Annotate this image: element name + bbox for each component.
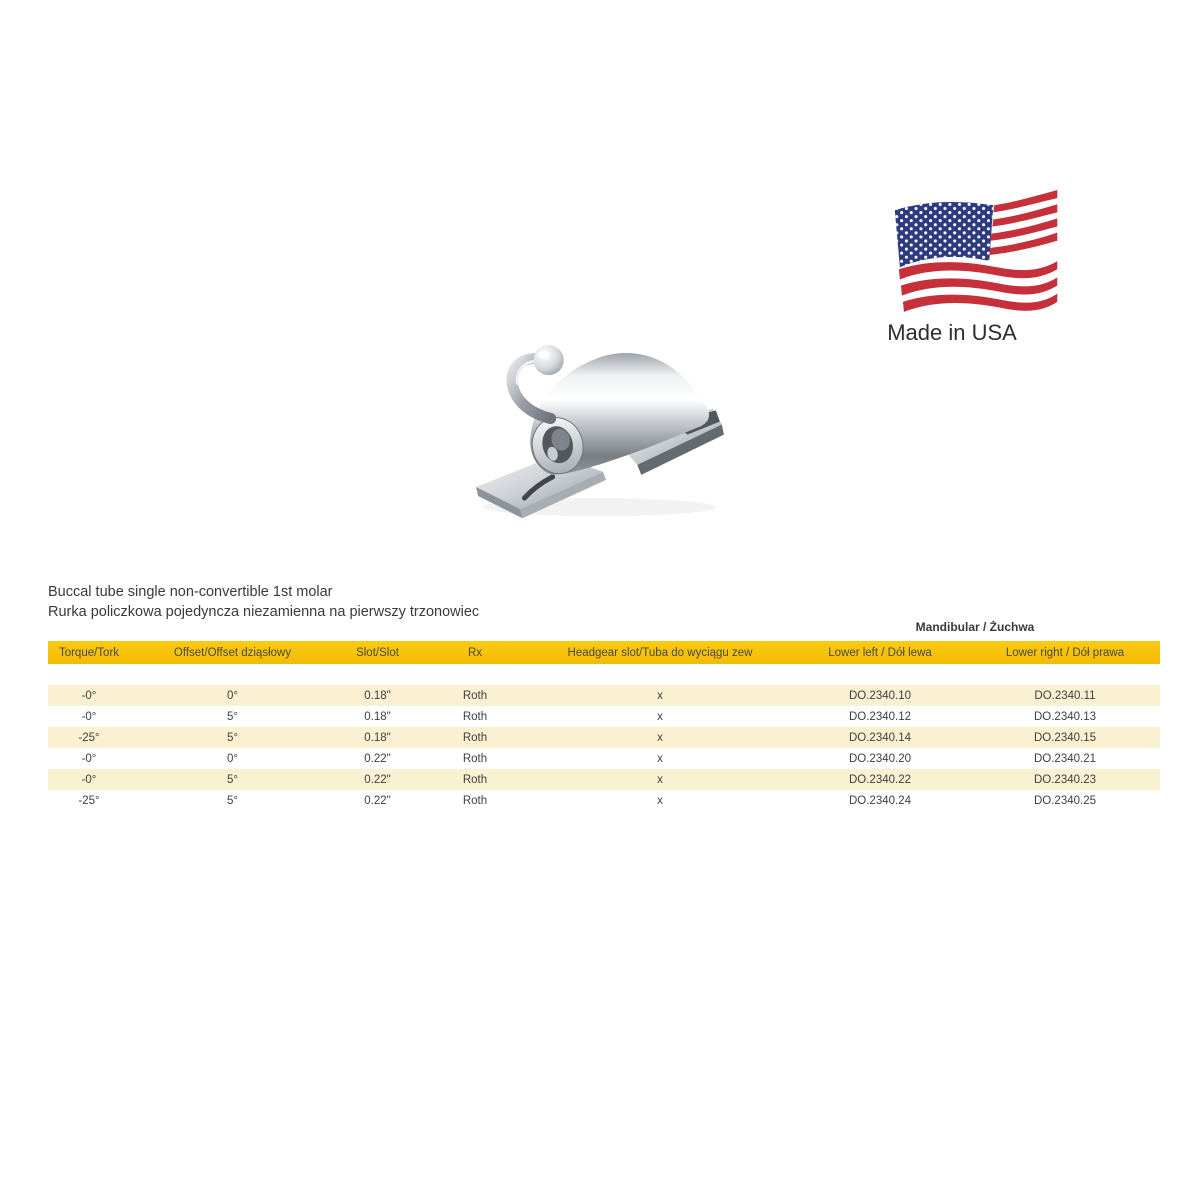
- spec-cell: Roth: [462, 752, 488, 765]
- table-row: [48, 685, 1160, 706]
- spec-cell: DO.2340.13: [1033, 710, 1096, 723]
- spec-cell: Roth: [462, 710, 488, 723]
- table-row: [48, 769, 1160, 790]
- spec-cell: 5°: [227, 731, 238, 744]
- usa-flag-icon: [884, 190, 1060, 322]
- spec-cell: Roth: [462, 689, 488, 702]
- spec-cell: -25°: [78, 794, 100, 807]
- spec-cell: 5°: [227, 773, 238, 786]
- spec-cell: DO.2340.20: [848, 752, 911, 765]
- spec-cell: 0°: [227, 752, 238, 765]
- spec-cell: DO.2340.23: [1033, 773, 1096, 786]
- spec-cell: -25°: [78, 731, 100, 744]
- spec-cell: Roth: [462, 731, 488, 744]
- spec-cell: 0.18": [364, 731, 391, 744]
- spec-cell: 5°: [227, 794, 238, 807]
- column-header-offset: Offset/Offset dziąsłowy: [130, 641, 335, 664]
- column-header-lower-left: Lower left / Dół lewa: [790, 641, 970, 664]
- column-header-headgear: Headgear slot/Tuba do wyciągu zew: [530, 641, 790, 664]
- spec-cell: 0.18": [364, 710, 391, 723]
- made-in-usa-label: Made in USA: [887, 320, 1017, 345]
- spec-cell: Roth: [462, 794, 488, 807]
- usa-flag-block: [884, 190, 1060, 322]
- spec-cell: DO.2340.12: [848, 710, 911, 723]
- product-title-pl: Rurka policzkowa pojedyncza niezamienna na pierwszy trzonowiec: [48, 603, 480, 620]
- table-row: [48, 706, 1160, 727]
- spec-cell: DO.2340.15: [1033, 731, 1096, 744]
- column-header-torque: Torque/Tork: [48, 641, 130, 664]
- spec-cell: x: [657, 710, 663, 723]
- spec-cell: 0.22": [364, 773, 391, 786]
- spec-cell: -0°: [81, 689, 97, 702]
- spec-cell: 0.22": [364, 794, 391, 807]
- spec-cell: DO.2340.11: [1034, 689, 1096, 702]
- spec-cell: 0°: [227, 689, 238, 702]
- spec-cell: Roth: [462, 773, 488, 786]
- spec-cell: -0°: [81, 752, 97, 765]
- table-row: [48, 748, 1160, 769]
- spec-cell: x: [657, 773, 663, 786]
- spec-cell: 0.22": [364, 752, 391, 765]
- spec-cell: DO.2340.24: [848, 794, 911, 807]
- spec-cell: x: [657, 731, 663, 744]
- spec-table-body: [48, 664, 1160, 811]
- spec-cell: x: [657, 794, 663, 807]
- spec-cell: -0°: [81, 710, 97, 723]
- spec-cell: DO.2340.10: [848, 689, 911, 702]
- spec-cell: DO.2340.21: [1033, 752, 1096, 765]
- table-header-row: [48, 641, 1160, 664]
- column-header-slot: Slot/Slot: [335, 641, 420, 664]
- spec-cell: 5°: [227, 710, 238, 723]
- spec-cell: DO.2340.14: [848, 731, 911, 744]
- buccal-tube-product-image: [468, 323, 740, 521]
- column-header-rx: Rx: [420, 641, 530, 664]
- spec-cell: -0°: [81, 773, 97, 786]
- mandibular-group-label: Mandibular / Żuchwa: [915, 620, 1035, 634]
- product-title-en: Buccal tube single non-convertible 1st molar: [48, 584, 333, 600]
- spec-cell: 0.18": [364, 689, 391, 702]
- spec-table: [48, 641, 1160, 811]
- table-row: [48, 790, 1160, 811]
- column-header-lower-right: Lower right / Dół prawa: [970, 641, 1160, 664]
- spec-cell: x: [657, 689, 663, 702]
- spec-cell: DO.2340.22: [848, 773, 911, 786]
- spec-cell: DO.2340.25: [1033, 794, 1096, 807]
- spec-table-wrap: [48, 641, 1160, 811]
- spec-cell: x: [657, 752, 663, 765]
- table-row: [48, 727, 1160, 748]
- product-title-block: [48, 583, 748, 622]
